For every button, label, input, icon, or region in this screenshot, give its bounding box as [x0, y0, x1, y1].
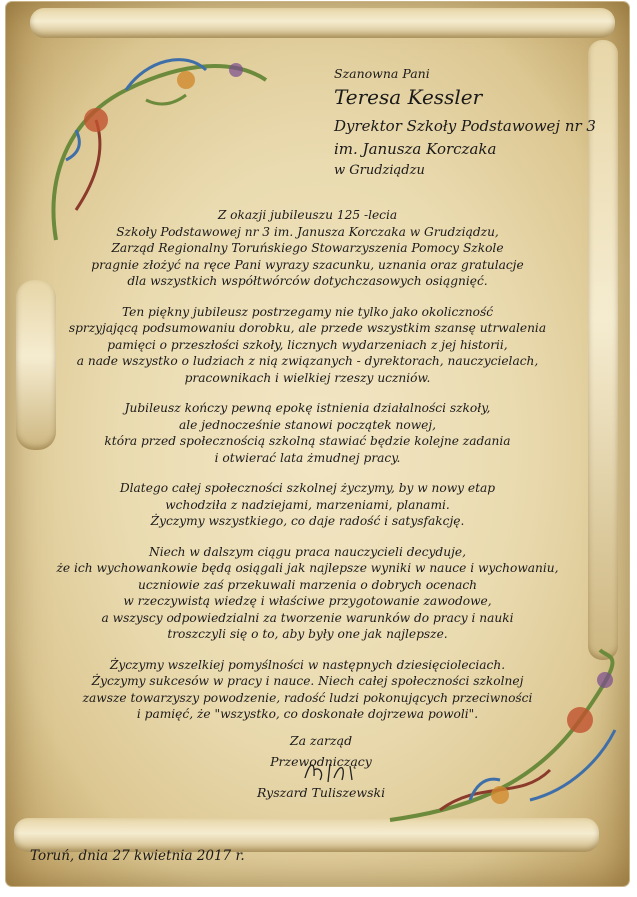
paragraph — [30, 657, 585, 723]
body-line: w rzeczywistą wiedzę i właściwe przygotowanie zawodowe, — [123, 594, 492, 608]
signature-line-3: Ryszard Tuliszewski — [256, 785, 386, 800]
body-line: pamięci o przeszłości szkoły, licznych wydarzeniach z jej historii, — [107, 337, 508, 352]
body-line: Życzymy wszystkiego, co daje radość i satysfakcję. — [150, 514, 465, 528]
body-line: Jubileusz kończy pewną epokę istnienia działalności szkoły, — [124, 401, 491, 415]
body-line: i otwierać lata żmudnej pracy. — [214, 450, 401, 465]
signature-line-2: Przewodniczący — [270, 754, 372, 769]
recipient-title-line-1: Dyrektor Szkoły Podstawowej nr 3 — [334, 117, 596, 135]
body-line: uczniowie zaś przekuwali marzenia o dobrych ocenach — [137, 577, 478, 592]
signature-line-1: Za zarząd — [289, 733, 353, 748]
recipient-city: w Grudziądzu — [334, 163, 425, 178]
paragraph — [30, 480, 585, 530]
body-line: dla wszystkich współtwórców dotychczasowych osiągnięć. — [127, 274, 488, 288]
recipient-name: Teresa Kessler — [334, 85, 483, 109]
body-line: zawsze towarzyszy powodzenie, radość ludzi pokonujących przeciwności — [82, 690, 533, 705]
body-line: pracownikach i wielkiej rzeszy uczniów. — [184, 370, 431, 385]
scroll-roll-top — [30, 8, 615, 38]
body-line: Zarząd Regionalny Toruńskiego Stowarzyszenia Pomocy Szkole — [111, 241, 504, 255]
body-line: Życzymy wszelkiej pomyślności w następnych dziesięcioleciach. — [109, 657, 506, 672]
body-line: sprzyjającą podsumowaniu dorobku, ale przede wszystkim szansę utrwalenia — [68, 321, 547, 335]
body-line: a nade wszystko o ludziach z nią związanych - dyrektorach, nauczycielach, — [76, 354, 539, 368]
letter-body — [30, 207, 585, 737]
paragraph — [30, 544, 585, 643]
recipient-address-block — [334, 66, 596, 178]
body-line: Życzymy sukcesów w pracy i nauce. Niech całej społeczności szkolnej — [91, 674, 524, 688]
body-line: że ich wychowankowie będą osiągali jak najlepsze wyniki w nauce i wychowaniu, — [56, 561, 559, 575]
recipient-title — [334, 115, 596, 161]
body-line: i pamięć, że "wszystko, co doskonałe dojrzewa powoli". — [136, 707, 479, 721]
body-line: Dlatego całej społeczności szkolnej życzymy, by w nowy etap — [119, 481, 496, 495]
salutation: Szanowna Pani — [334, 66, 430, 81]
letter-date: Toruń, dnia 27 kwietnia 2017 r. — [30, 848, 245, 864]
body-line: Szkoły Podstawowej nr 3 im. Janusza Korczaka w Grudziądzu, — [116, 224, 499, 239]
body-line: pragnie złożyć na ręce Pani wyrazy szacunku, uznania oraz gratulacje — [91, 257, 524, 272]
body-line: a wszyscy odpowiedzialni za tworzenie warunków do pracy i nauki — [101, 610, 514, 625]
paragraph — [30, 304, 585, 387]
body-line: Z okazji jubileuszu 125 -lecia — [217, 208, 398, 222]
body-line: troszczyli się o to, aby były one jak najlepsze. — [167, 627, 448, 641]
body-line: Ten piękny jubileusz postrzegamy nie tylko jako okoliczność — [121, 304, 494, 319]
handwritten-signature-icon — [300, 756, 370, 786]
recipient-title-line-2: im. Janusza Korczaka — [334, 140, 497, 158]
paragraph — [30, 400, 585, 466]
body-line: która przed społecznością szkolną stawiać będzie kolejne zadania — [104, 434, 511, 448]
paragraph — [30, 207, 585, 290]
body-line: ale jednocześnie stanowi początek nowej, — [178, 417, 437, 432]
body-line: wchodziła z nadziejami, marzeniami, planami. — [165, 497, 450, 512]
body-line: Niech w dalszym ciągu praca nauczycieli decyduje, — [149, 544, 466, 559]
